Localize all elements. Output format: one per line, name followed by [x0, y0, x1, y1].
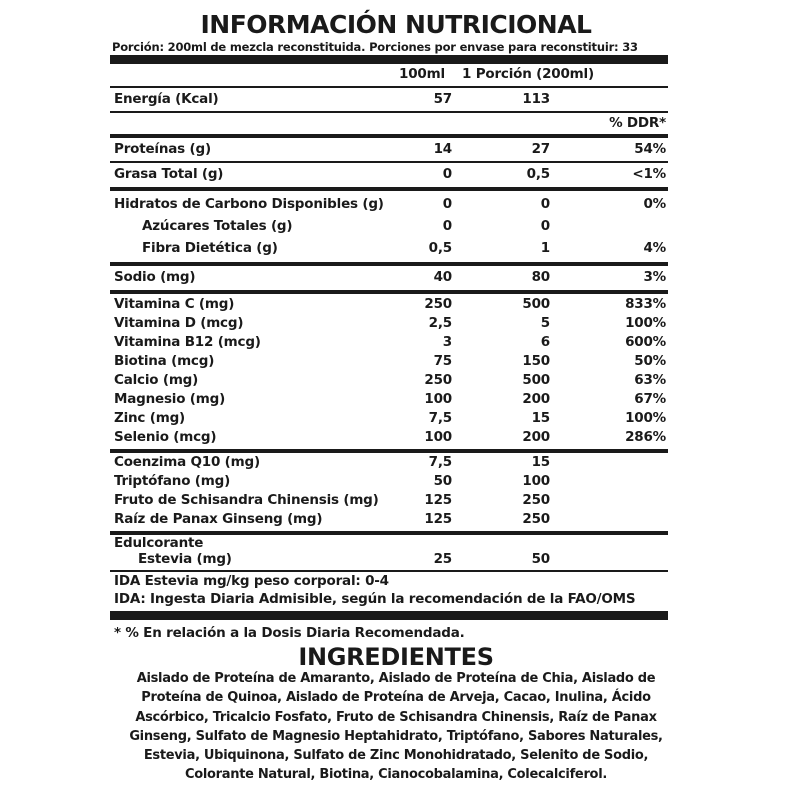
value-100ml: 25 — [433, 551, 452, 567]
value-ddr: 63% — [634, 372, 666, 388]
table-row — [110, 410, 668, 429]
value-portion: 200 — [522, 429, 550, 445]
table-row — [110, 391, 668, 410]
row-label: Estevia (mg) — [138, 551, 232, 567]
divider — [110, 161, 668, 163]
row-label: Azúcares Totales (g) — [142, 218, 293, 234]
value-portion: 15 — [531, 410, 550, 426]
table-row — [110, 218, 668, 237]
value-100ml: 250 — [424, 372, 452, 388]
divider-thick — [110, 611, 668, 620]
ingredients-line: Aislado de Proteína de Amaranto, Aislado de Proteína de Chia, Aislado de — [136, 671, 656, 686]
value-100ml: 2,5 — [428, 315, 452, 331]
value-portion: 250 — [522, 511, 550, 527]
row-label: Zinc (mg) — [114, 410, 185, 426]
row-label: Fibra Dietética (g) — [142, 240, 278, 256]
energy-row — [110, 91, 668, 110]
value-ddr: 54% — [634, 141, 666, 157]
ingredients-title: INGREDIENTES — [298, 643, 494, 671]
table-row — [110, 315, 668, 334]
value-100ml: 50 — [433, 473, 452, 489]
header-portion: 1 Porción (200ml) — [462, 66, 594, 82]
ingredients-line: Ginseng, Sulfato de Magnesio Heptahidrato, Triptófano, Sabores Naturales, — [129, 728, 663, 744]
row-label: Hidratos de Carbono Disponibles (g) — [114, 196, 384, 212]
value-100ml: 0 — [442, 166, 452, 182]
divider — [110, 570, 668, 572]
row-label: Vitamina B12 (mcg) — [114, 334, 261, 350]
value-portion: 50 — [531, 551, 550, 567]
value-portion: 200 — [522, 391, 550, 407]
ddr-header-row — [110, 115, 668, 134]
divider-medium — [110, 449, 668, 453]
ingredients-line: Colorante Natural, Biotina, Cianocobalamina, Colecalciferol. — [185, 767, 607, 783]
value-100ml: 75 — [433, 353, 452, 369]
table-row — [110, 334, 668, 353]
value-ddr: 600% — [625, 334, 666, 350]
divider-medium — [110, 262, 668, 266]
value-ddr: 286% — [625, 429, 666, 445]
divider-medium — [110, 134, 668, 138]
table-row — [110, 166, 668, 185]
value-100ml: 250 — [424, 296, 452, 312]
value-ddr: 833% — [625, 296, 666, 312]
footnote: * % En relación a la Dosis Diaria Recomendada. — [114, 625, 465, 641]
table-row — [110, 429, 668, 448]
value-ddr: 67% — [634, 391, 666, 407]
value-100ml: 57 — [433, 91, 452, 107]
divider — [110, 86, 668, 88]
value-portion: 80 — [531, 269, 550, 285]
value-portion: 500 — [522, 296, 550, 312]
ingredients-line: Ascórbico, Tricalcio Fosfato, Fruto de Schisandra Chinensis, Raíz de Panax — [135, 709, 657, 725]
table-row — [110, 240, 668, 259]
table-row — [110, 353, 668, 372]
value-100ml: 3 — [442, 334, 452, 350]
value-100ml: 125 — [424, 492, 452, 508]
row-label: Vitamina D (mcg) — [114, 315, 244, 331]
value-ddr: 0% — [643, 196, 666, 212]
value-ddr: 3% — [643, 269, 666, 285]
value-portion: 27 — [531, 141, 550, 157]
value-portion: 0 — [540, 218, 550, 234]
value-portion: 1 — [540, 240, 550, 256]
row-label: Grasa Total (g) — [114, 166, 224, 182]
table-row — [110, 454, 668, 473]
value-portion: 0,5 — [526, 166, 550, 182]
value-ddr: 100% — [625, 410, 666, 426]
ingredients-line: Estevia, Ubiquinona, Sulfato de Zinc Monohidratado, Selenito de Sodio, — [143, 748, 649, 764]
table-row — [110, 511, 668, 530]
row-label: Biotina (mcg) — [114, 353, 215, 369]
value-100ml: 0,5 — [428, 240, 452, 256]
ingredients-line: Proteína de Quinoa, Aislado de Proteína de Arveja, Cacao, Inulina, Ácido — [141, 690, 651, 706]
ingredients-text — [100, 669, 692, 785]
value-ddr: 50% — [634, 353, 666, 369]
nutrition-title: INFORMACIÓN NUTRICIONAL — [200, 10, 592, 39]
table-row — [110, 141, 668, 160]
value-100ml: 14 — [433, 141, 452, 157]
table-row — [110, 196, 668, 215]
value-100ml: 40 — [433, 269, 452, 285]
value-portion: 100 — [522, 473, 550, 489]
value-ddr: <1% — [632, 166, 666, 182]
value-portion: 15 — [531, 454, 550, 470]
row-label: Magnesio (mg) — [114, 391, 226, 407]
value-100ml: 0 — [442, 196, 452, 212]
row-label: Triptófano (mg) — [114, 473, 231, 489]
divider-medium — [110, 187, 668, 191]
value-100ml: 7,5 — [428, 410, 452, 426]
ida-note: IDA Estevia mg/kg peso corporal: 0-4 — [114, 573, 389, 589]
value-ddr: 4% — [643, 240, 666, 256]
row-label: Fruto de Schisandra Chinensis (mg) — [114, 492, 379, 508]
table-row — [110, 269, 668, 288]
value-portion: 6 — [540, 334, 550, 350]
value-portion: 500 — [522, 372, 550, 388]
value-100ml: 0 — [442, 218, 452, 234]
table-row — [110, 492, 668, 511]
header-ddr: % DDR* — [609, 115, 666, 131]
row-label: Selenio (mcg) — [114, 429, 217, 445]
value-portion: 150 — [522, 353, 550, 369]
table-row — [110, 551, 668, 570]
divider-thick — [110, 55, 668, 64]
portion-info: Porción: 200ml de mezcla reconstituida. Porciones por envase para reconstituir: 33 — [112, 40, 638, 54]
value-portion: 113 — [522, 91, 550, 107]
table-row — [110, 296, 668, 315]
row-label: Sodio (mg) — [114, 269, 196, 285]
value-100ml: 125 — [424, 511, 452, 527]
table-row — [110, 372, 668, 391]
value-portion: 5 — [540, 315, 550, 331]
header-row — [110, 66, 668, 85]
value-100ml: 100 — [424, 391, 452, 407]
header-100ml: 100ml — [399, 66, 445, 82]
ida-definition: IDA: Ingesta Diaria Admisible, según la recomendación de la FAO/OMS — [114, 591, 636, 607]
table-row — [110, 473, 668, 492]
row-label: Vitamina C (mg) — [114, 296, 235, 312]
sweetener-title: Edulcorante — [114, 535, 204, 551]
row-label: Raíz de Panax Ginseng (mg) — [114, 511, 323, 527]
row-label: Energía (Kcal) — [114, 91, 219, 107]
value-100ml: 7,5 — [428, 454, 452, 470]
divider-medium — [110, 290, 668, 294]
value-portion: 0 — [540, 196, 550, 212]
row-label: Coenzima Q10 (mg) — [114, 454, 260, 470]
value-portion: 250 — [522, 492, 550, 508]
divider — [110, 111, 668, 113]
row-label: Proteínas (g) — [114, 141, 211, 157]
value-100ml: 100 — [424, 429, 452, 445]
row-label: Calcio (mg) — [114, 372, 199, 388]
value-ddr: 100% — [625, 315, 666, 331]
